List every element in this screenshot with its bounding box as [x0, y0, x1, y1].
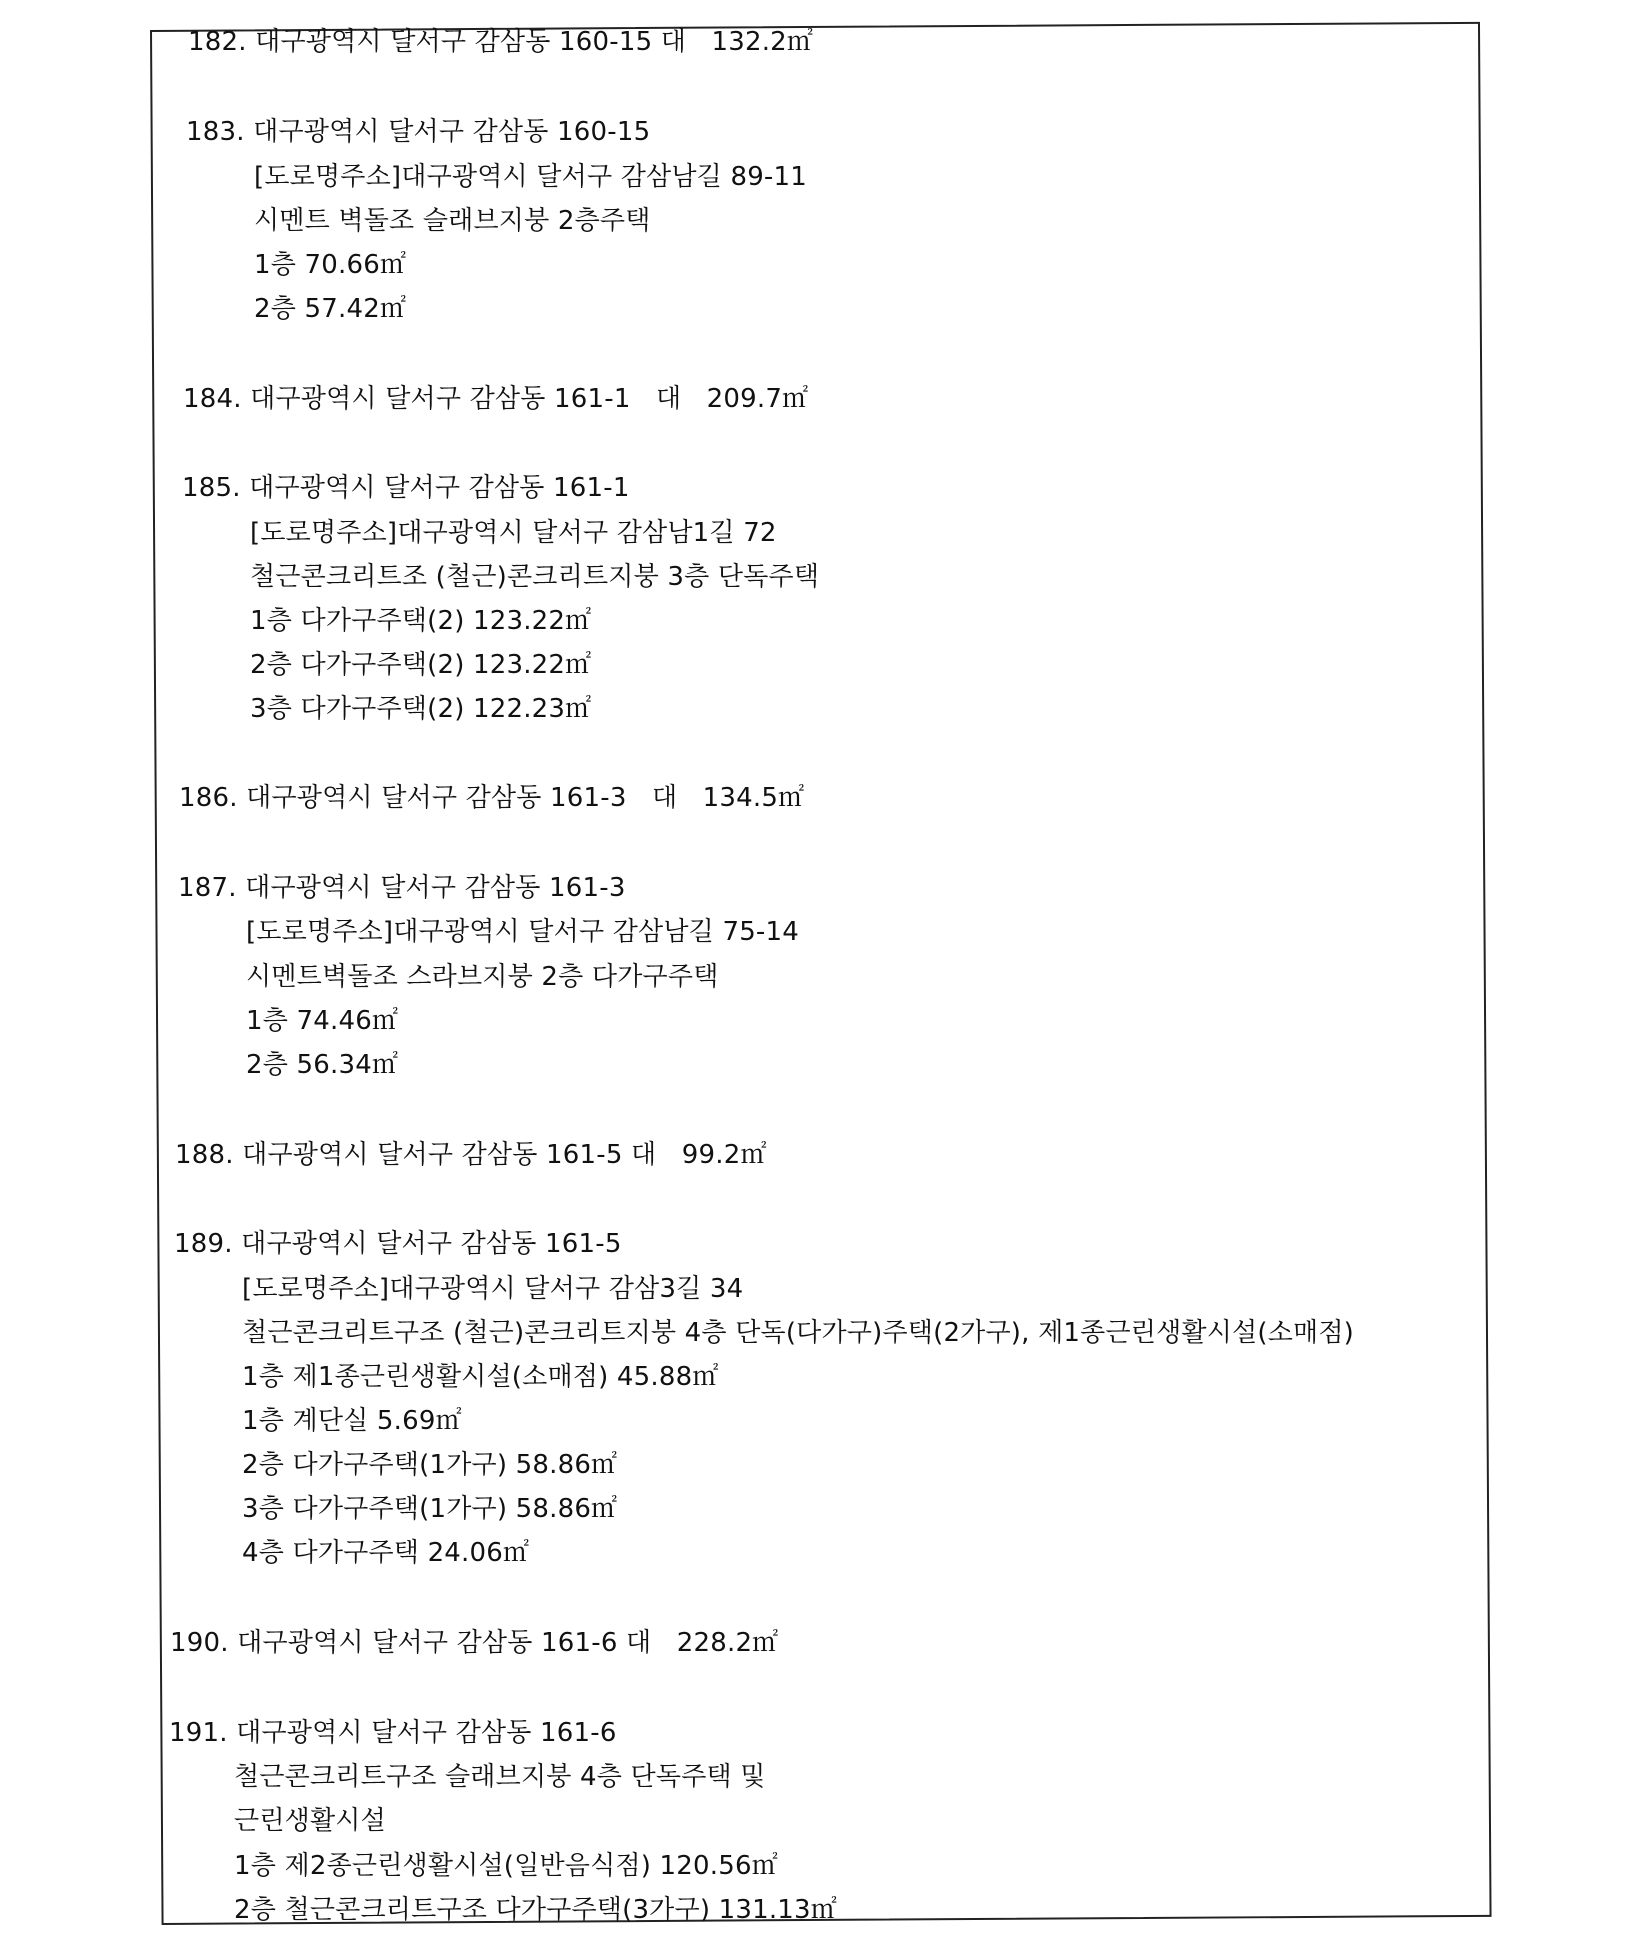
entry-189-line-6: 2층 다가구주택(1가구) 58.86㎡ [242, 1450, 618, 1480]
entry-190-line-1: 190. 대구광역시 달서구 감삼동 161-6 대 228.2㎡ [170, 1628, 779, 1658]
entry-187-line-1: 187. 대구광역시 달서구 감삼동 161-3 [178, 873, 626, 903]
entry-187-line-5: 2층 56.34㎡ [246, 1050, 399, 1080]
entry-189-line-2: [도로명주소]대구광역시 달서구 감삼3길 34 [242, 1274, 744, 1304]
entry-183-line-3: 시멘트 벽돌조 슬래브지붕 2층주택 [254, 206, 651, 236]
entry-191-line-5: 2층 철근콘크리트구조 다가구주택(3가구) 131.13㎡ [234, 1895, 837, 1925]
entry-183-line-2: [도로명주소]대구광역시 달서구 감삼남길 89-11 [254, 162, 808, 192]
entry-189-line-5: 1층 계단실 5.69㎡ [242, 1406, 462, 1436]
entry-185-line-1: 185. 대구광역시 달서구 감삼동 161-1 [182, 473, 630, 503]
entry-191-line-1: 191. 대구광역시 달서구 감삼동 161-6 [169, 1718, 617, 1748]
entry-186-line-1: 186. 대구광역시 달서구 감삼동 161-3 대 134.5㎡ [179, 783, 805, 813]
entry-183-line-5: 2층 57.42㎡ [254, 294, 407, 324]
entry-187-line-3: 시멘트벽돌조 스라브지붕 2층 다가구주택 [246, 962, 719, 992]
entry-189-line-1: 189. 대구광역시 달서구 감삼동 161-5 [174, 1229, 622, 1259]
entry-191-line-3: 근린생활시설 [234, 1806, 386, 1836]
entry-189-line-8: 4층 다가구주택 24.06㎡ [242, 1538, 530, 1568]
entry-187-line-2: [도로명주소]대구광역시 달서구 감삼남길 75-14 [246, 917, 800, 947]
entry-183-line-4: 1층 70.66㎡ [254, 250, 407, 280]
entry-189-line-4: 1층 제1종근린생활시설(소매점) 45.88㎡ [242, 1362, 719, 1392]
entry-184-line-1: 184. 대구광역시 달서구 감삼동 161-1 대 209.7㎡ [183, 384, 809, 414]
entry-185-line-3: 철근콘크리트조 (철근)콘크리트지붕 3층 단독주택 [250, 562, 820, 592]
entry-185-line-5: 2층 다가구주택(2) 123.22㎡ [250, 650, 592, 680]
entry-185-line-6: 3층 다가구주택(2) 122.23㎡ [250, 694, 592, 724]
entry-187-line-4: 1층 74.46㎡ [246, 1006, 399, 1036]
entry-185-line-4: 1층 다가구주택(2) 123.22㎡ [250, 606, 592, 636]
entry-189-line-3: 철근콘크리트구조 (철근)콘크리트지붕 4층 단독(다가구)주택(2가구), 제1종근린생활시설(소매점) [242, 1318, 1354, 1348]
entry-189-line-7: 3층 다가구주택(1가구) 58.86㎡ [242, 1494, 618, 1524]
entry-188-line-1: 188. 대구광역시 달서구 감삼동 161-5 대 99.2㎡ [175, 1140, 767, 1170]
entry-191-line-2: 철근콘크리트구조 슬래브지붕 4층 단독주택 및 [234, 1762, 766, 1792]
entry-183-line-1: 183. 대구광역시 달서구 감삼동 160-15 [186, 117, 651, 147]
entry-191-line-4: 1층 제2종근린생활시설(일반음식점) 120.56㎡ [234, 1851, 778, 1881]
entry-185-line-2: [도로명주소]대구광역시 달서구 감삼남1길 72 [250, 518, 777, 548]
entry-182-line-1: 182. 대구광역시 달서구 감삼동 160-15 대 132.2㎡ [188, 27, 814, 57]
